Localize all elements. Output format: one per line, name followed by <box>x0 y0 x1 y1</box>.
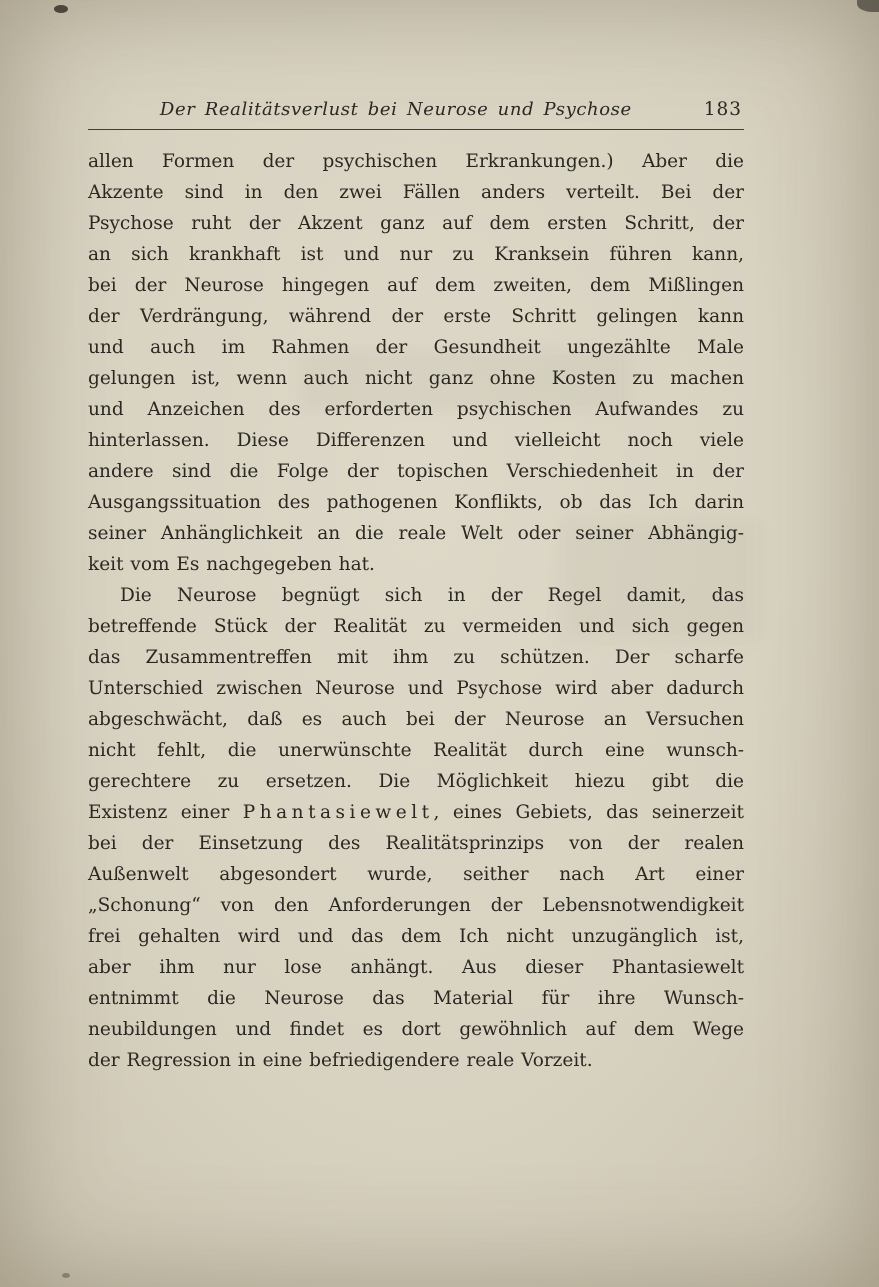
text-line: an sich krankhaft ist und nur zu Kranksein führen kann, <box>88 244 744 265</box>
text-segment: , eines Gebiets, das seinerzeit <box>433 802 744 823</box>
scan-speck-artifact <box>54 5 68 13</box>
text-line: neubildungen und findet es dort gewöhnlich auf dem Wege <box>88 1019 744 1040</box>
running-header <box>88 99 744 130</box>
text-line: Ausgangssituation des pathogenen Konflikts, ob das Ich darin <box>88 492 744 513</box>
page-body-text <box>88 146 744 1076</box>
scan-corner-artifact <box>857 0 879 12</box>
scan-speck-artifact <box>62 1273 70 1278</box>
text-line: Die Neurose begnügt sich in der Regel damit, das <box>120 585 744 606</box>
text-line: andere sind die Folge der topischen Verschiedenheit in der <box>88 461 744 482</box>
text-line: Psychose ruht der Akzent ganz auf dem ersten Schritt, der <box>88 213 744 234</box>
text-line: der Verdrängung, während der erste Schritt gelingen kann <box>88 306 744 327</box>
text-line: betreffende Stück der Realität zu vermeiden und sich gegen <box>88 616 744 637</box>
text-line: und auch im Rahmen der Gesundheit ungezählte Male <box>88 337 744 358</box>
text-line: Außenwelt abgesondert wurde, seither nach Art einer <box>88 864 744 885</box>
text-line: Unterschied zwischen Neurose und Psychose wird aber dadurch <box>88 678 744 699</box>
text-line: und Anzeichen des erforderten psychischen Aufwandes zu <box>88 399 744 420</box>
text-line: allen Formen der psychischen Erkrankungen.) Aber die <box>88 151 744 172</box>
text-line: frei gehalten wird und das dem Ich nicht unzugänglich ist, <box>88 926 744 947</box>
text-line: bei der Einsetzung des Realitätsprinzips von der realen <box>88 833 744 854</box>
text-line: Akzente sind in den zwei Fällen anders verteilt. Bei der <box>88 182 744 203</box>
running-header-title: Der Realitätsverlust bei Neurose und Psychose <box>159 99 632 120</box>
text-line: das Zusammentreffen mit ihm zu schützen. Der scharfe <box>88 647 744 668</box>
text-line: aber ihm nur lose anhängt. Aus dieser Phantasiewelt <box>88 957 744 978</box>
text-line: nicht fehlt, die unerwünschte Realität durch eine wunsch- <box>88 740 744 761</box>
text-line: abgeschwächt, daß es auch bei der Neurose an Versuchen <box>88 709 744 730</box>
text-line: gerechtere zu ersetzen. Die Möglichkeit hiezu gibt die <box>88 771 744 792</box>
text-line: gelungen ist, wenn auch nicht ganz ohne Kosten zu machen <box>88 368 744 389</box>
text-line: bei der Neurose hingegen auf dem zweiten, dem Mißlingen <box>88 275 744 296</box>
page-number: 183 <box>703 99 742 120</box>
text-line: keit vom Es nachgegeben hat. <box>88 554 375 575</box>
text-line: hinterlassen. Diese Differenzen und vielleicht noch viele <box>88 430 744 451</box>
text-line: seiner Anhänglichkeit an die reale Welt oder seiner Abhängig- <box>88 523 744 544</box>
text-line: der Regression in eine befriedigendere reale Vorzeit. <box>88 1050 593 1071</box>
text-line: „Schonung“ von den Anforderungen der Lebensnotwendigkeit <box>88 895 744 916</box>
text-segment: Existenz einer <box>88 802 243 823</box>
text-line: entnimmt die Neurose das Material für ihre Wunsch- <box>88 988 744 1009</box>
letterspaced-emphasis-word: Phantasiewelt <box>242 802 434 823</box>
text-line <box>88 797 744 828</box>
